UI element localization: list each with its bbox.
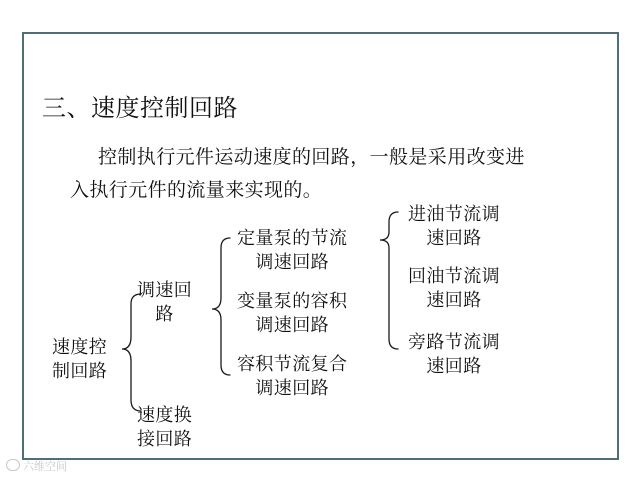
watermark-logo-icon <box>6 459 20 471</box>
intro-line-1: 控制执行元件运动速度的回路，一般是采用改变进 <box>98 146 525 168</box>
node-speed-control-circuit: 速度控 制回路 <box>52 337 108 383</box>
node-volume-throttle-compound: 容积节流复合 调速回路 <box>237 354 348 400</box>
brace-fixed-pump <box>380 212 398 349</box>
node-variable-pump-volume: 变量泵的容积 调速回路 <box>237 291 348 337</box>
node-speed-regulation-circuit: 调速回 路 <box>137 280 193 326</box>
node-bypass-throttle: 旁路节流调 速回路 <box>408 332 500 378</box>
intro-line-2: 入执行元件的流量来实现的。 <box>70 179 323 201</box>
node-outlet-throttle: 回油节流调 速回路 <box>408 266 500 312</box>
slide-title: 三、速度控制回路 <box>42 94 238 122</box>
node-inlet-throttle: 进油节流调 速回路 <box>408 204 500 250</box>
watermark: 六维空间 <box>6 458 67 474</box>
node-speed-switching-circuit: 速度换 接回路 <box>137 405 193 451</box>
node-fixed-pump-throttle: 定量泵的节流 调速回路 <box>237 228 348 274</box>
brace-speed-regulation <box>212 238 230 375</box>
